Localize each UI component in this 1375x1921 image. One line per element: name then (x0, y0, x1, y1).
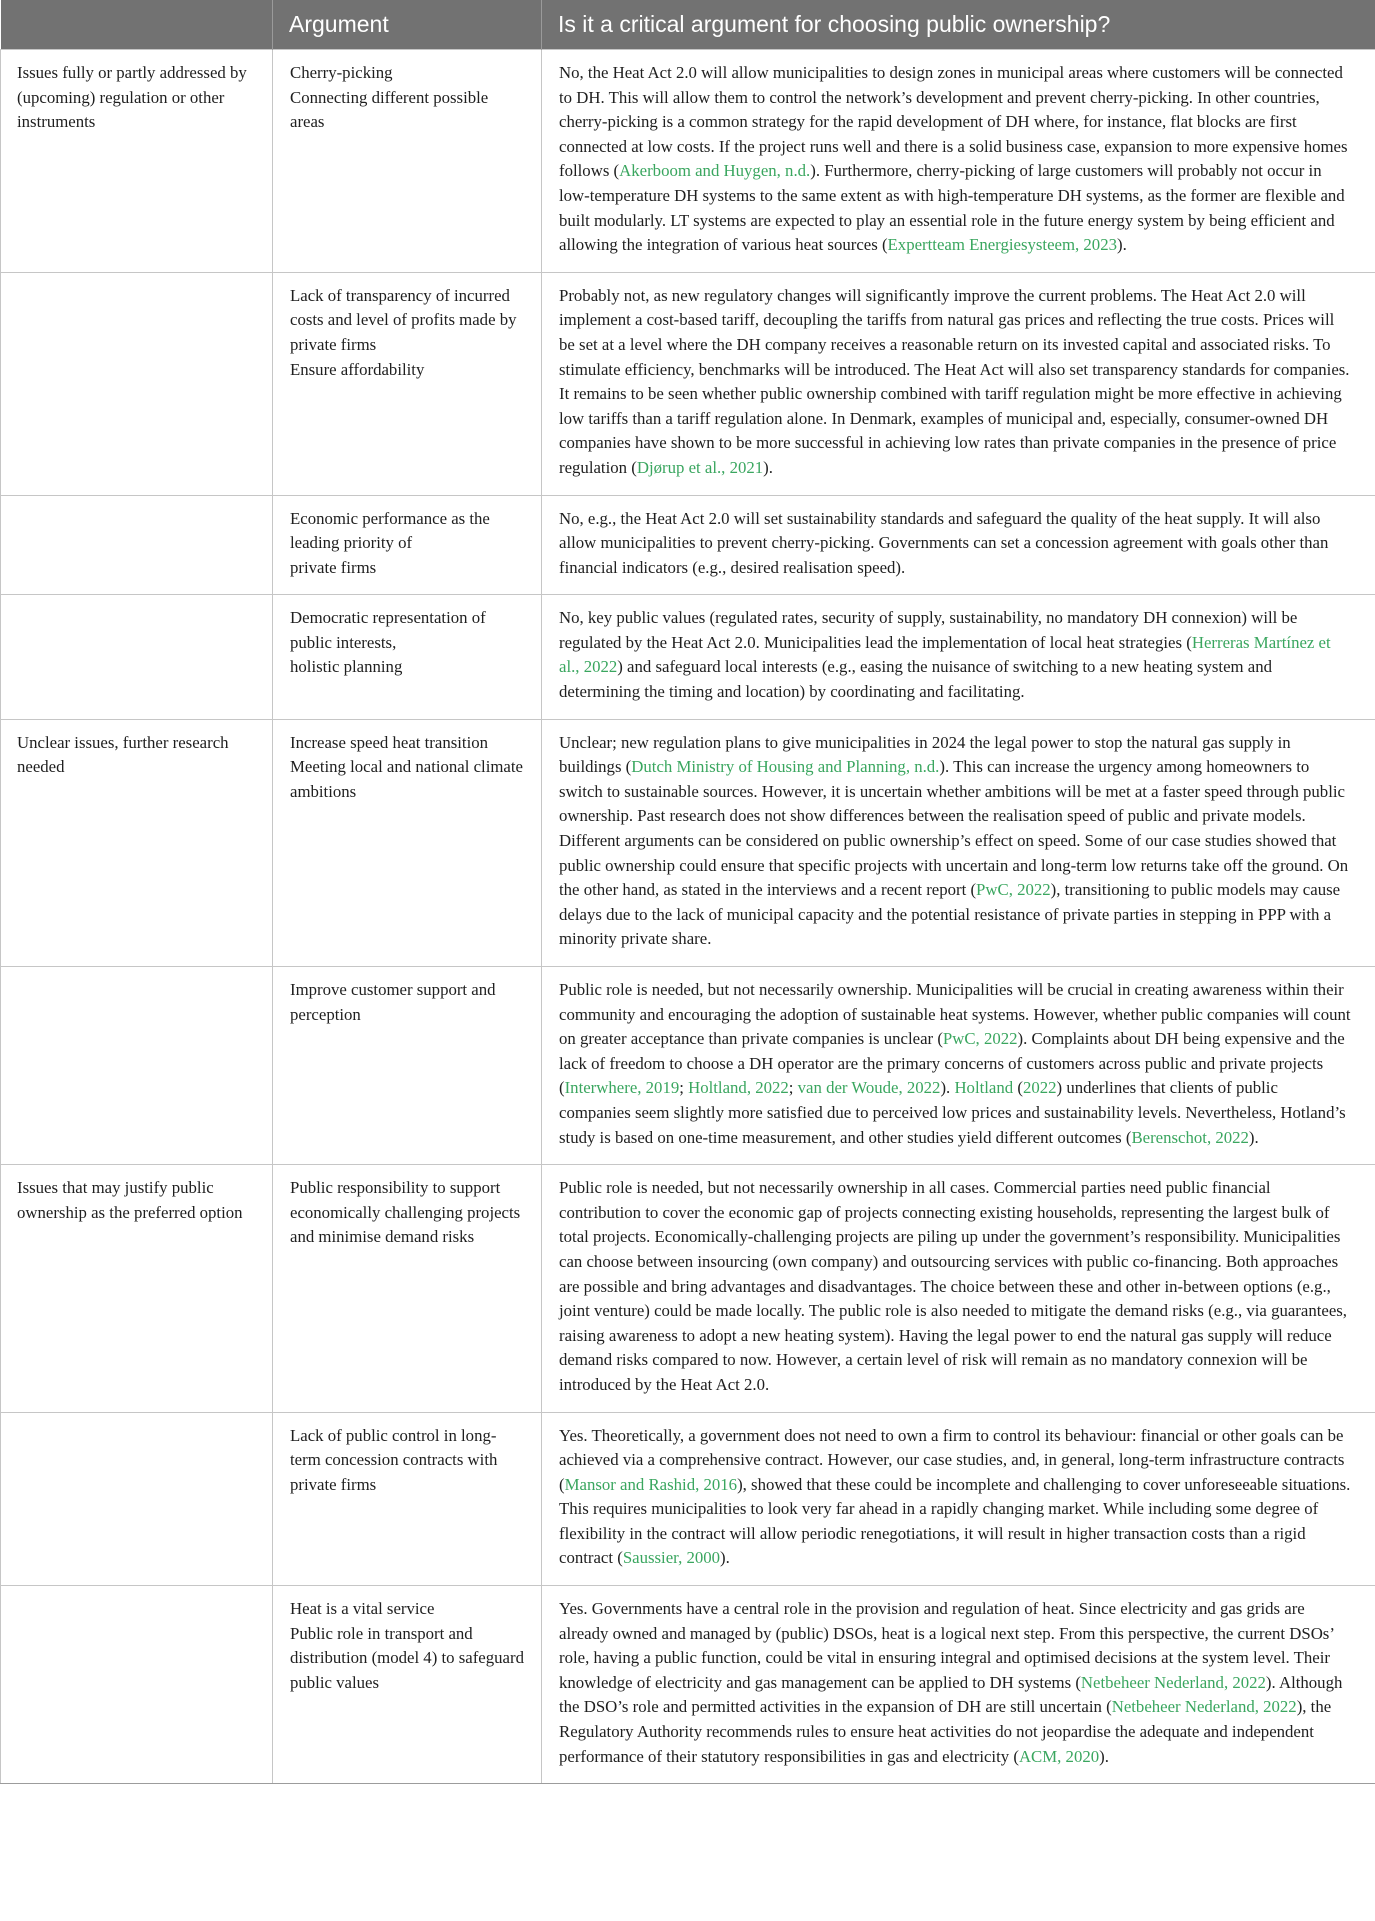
citation-link[interactable]: 2022 (1022, 1078, 1057, 1098)
assessment-text: Yes. Theoretically, a government does not need to own a firm to control its behaviour: financial or other goals can be achieved via a comprehensive contract. However, our case studies, and, in general, long-term infrastructure contracts ( (559, 1425, 1345, 1494)
citation-link[interactable]: PwC, 2022 (976, 880, 1051, 900)
assessment-text: ; (788, 1078, 798, 1098)
table-header (1, 0, 1375, 50)
citation-link[interactable]: Netbeheer Nederland, 2022 (1111, 1697, 1297, 1717)
assessment-text: Unclear; new regulation plans to give municipalities in 2024 the legal power to stop the natural gas supply in buildings ( (559, 732, 1291, 777)
assessment-text: Probably not, as new regulatory changes will significantly improve the current problems. The Heat Act 2.0 will implement a cost-based tariff, decoupling the tariffs from natural gas prices and reflecting the true costs. Prices will be set at a level where the DH company receives a reasonable return on its invested capital and associated risks. To stimulate efficiency, benchmarks will be introduced. The Heat Act will also set transparency standards for companies. It remains to be seen whether public ownership combined with tariff regulation might be more effective in achieving low tariffs than a tariff regulation alone. In Denmark, examples of municipal and, especially, consumer-owned DH companies have shown to be more successful in achieving low rates than private companies in the presence of price regulation ( (559, 285, 1350, 477)
category-cell (1, 1412, 273, 1586)
assessment-text: ), showed that these could be incomplete and challenging to cover unforeseeable situations. This requires municipalities to look very far ahead in a rapidly changing market. While including some degree of flexibility in the contract will allow periodic renegotiations, it will result in higher transaction costs than a rigid contract ( (559, 1474, 1351, 1568)
citation-link[interactable]: Mansor and Rashid, 2016 (564, 1474, 738, 1494)
citation-link[interactable]: Holtland (954, 1078, 1014, 1098)
assessment-text: ). Complaints about DH being expensive and the lack of freedom to choose a DH operator are the primary concerns of customers across public and private projects ( (559, 1029, 1345, 1098)
table-row (1, 1586, 1375, 1784)
argument-cell: Lack of transparency of incurred costs and level of profits made by private firms Ensure affordability (273, 272, 542, 495)
assessment-cell (542, 272, 1375, 495)
citation-link[interactable]: Herreras Martínez et al., 2022 (559, 632, 1331, 677)
assessment-text: Yes. Governments have a central role in the provision and regulation of heat. Since electricity and gas grids are already owned and managed by (public) DSOs, heat is a logical next step. From this perspective, the current DSOs’ role, having a public function, could be vital in ensuring integral and optimised decisions at the system level. Their knowledge of electricity and gas management can be applied to DH systems ( (559, 1599, 1334, 1692)
assessment-text: ), the Regulatory Authority recommends rules to ensure heat activities do not jeopardise the adequate and independent performance of their statutory responsibilities in gas and electricity ( (559, 1697, 1332, 1766)
assessment-text: ). This can increase the urgency among homeowners to switch to sustainable sources. However, it is uncertain whether ambitions will be met at a faster speed through public ownership. Past research does not show differences between the realisation speed of public and private models. Different arguments can be considered on public ownership’s effect on speed. Some of our case studies showed that public ownership could ensure that specific projects with uncertain and long-term low returns take off the ground. On the other hand, as stated in the interviews and a recent report ( (559, 757, 1349, 900)
header-row (1, 0, 1375, 50)
citation-link[interactable]: Expertteam Energiesysteem, 2023 (887, 235, 1117, 255)
table-row (1, 1412, 1375, 1586)
table-row (1, 595, 1375, 719)
assessment-cell (542, 1165, 1375, 1412)
table-row (1, 495, 1375, 595)
citation-link[interactable]: van der Woude, 2022 (797, 1078, 941, 1098)
assessment-text: ). (720, 1548, 730, 1568)
citation-link[interactable]: Interwhere, 2019 (564, 1078, 680, 1098)
assessment-text: ). (1248, 1127, 1259, 1147)
citation-link[interactable]: Dutch Ministry of Housing and Planning, n.d. (631, 757, 940, 777)
assessment-text: Public role is needed, but not necessarily ownership. Municipalities will be crucial in creating awareness within their community and encouraging the adoption of sustainable heat systems. However, whether public companies will count on greater acceptance than private companies is unclear ( (559, 980, 1351, 1049)
assessment-text: Public role is needed, but not necessarily ownership in all cases. Commercial parties need public financial contribution to cover the economic gap of projects connecting existing households, representing the largest bulk of total projects. Economically-challenging projects are piling up under the government’s responsibility. Municipalities can choose between insourcing (own company) and outsourcing services with public co-financing. Both approaches are possible and bring advantages and disadvantages. The choice between these and other in-between options (e.g., joint venture) could be made locally. The public role is also needed to mitigate the demand risks (e.g., via guarantees, raising awareness to adopt a new heating system). Having the legal power to end the natural gas supply will reduce demand risks compared to now. However, a certain level of risk will remain as no mandatory connexion will be introduced by the Heat Act 2.0. (559, 1178, 1348, 1394)
assessment-text: No, key public values (regulated rates, security of supply, sustainability, no mandatory DH connexion) will be regulated by the Heat Act 2.0. Municipalities lead the implementation of local heat strategies ( (559, 608, 1298, 652)
assessment-cell (542, 595, 1375, 719)
assessment-text: ). (940, 1078, 955, 1098)
assessment-text: No, e.g., the Heat Act 2.0 will set sustainability standards and safeguard the quality of the heat supply. It will also allow municipalities to prevent cherry-picking. Governments can set a concession agreement with goals other than financial indicators (e.g., desired realisation speed). (559, 508, 1329, 577)
category-cell: Unclear issues, further research needed (1, 719, 273, 966)
header-category (1, 0, 273, 50)
header-critical: Is it a critical argument for choosing public ownership? (542, 0, 1375, 50)
argument-cell: Public responsibility to support economically challenging projects and minimise demand risks (273, 1165, 542, 1412)
argument-cell: Economic performance as the leading priority of private firms (273, 495, 542, 595)
table-row (1, 50, 1375, 273)
assessment-text: ). (1099, 1746, 1109, 1766)
assessment-cell (542, 50, 1375, 273)
citation-link[interactable]: Berenschot, 2022 (1131, 1127, 1249, 1147)
assessment-text: ) underlines that clients of public companies seem slightly more satisfied due to perceived low prices and sustainability levels. Nevertheless, Hotland’s study is based on one-time measurement, and other studies yield different outcomes ( (559, 1078, 1346, 1147)
assessment-text: ; (679, 1078, 689, 1098)
assessment-text: ). Although the DSO’s role and permitted activities in the expansion of DH are still uncertain ( (559, 1672, 1343, 1717)
header-argument: Argument (273, 0, 542, 50)
category-cell: Issues fully or partly addressed by (upcoming) regulation or other instruments (1, 50, 273, 273)
table-row (1, 1165, 1375, 1412)
citation-link[interactable]: Holtland, 2022 (688, 1078, 789, 1098)
category-cell (1, 595, 273, 719)
citation-link[interactable]: PwC, 2022 (942, 1029, 1018, 1049)
table-row (1, 967, 1375, 1165)
argument-cell: Democratic representation of public interests, holistic planning (273, 595, 542, 719)
argument-cell: Increase speed heat transition Meeting local and national climate ambitions (273, 719, 542, 966)
citation-link[interactable]: Netbeheer Nederland, 2022 (1080, 1672, 1266, 1692)
category-cell: Issues that may justify public ownership as the preferred option (1, 1165, 273, 1412)
argument-cell: Heat is a vital service Public role in transport and distribution (model 4) to safeguard public values (273, 1586, 542, 1784)
assessment-cell (542, 495, 1375, 595)
category-cell (1, 1586, 273, 1784)
assessment-text: ). Furthermore, cherry-picking of large customers will probably not occur in low-temperature DH systems to the same extent as with high-temperature DH systems, as the former are flexible and built modularly. LT systems are expected to play an essential role in the future energy system by being efficient and allowing the integration of various heat sources ( (559, 161, 1345, 255)
assessment-text: ), transitioning to public models may cause delays due to the lack of municipal capacity and the potential resistance of private parties in stepping in PPP with a minority private share. (559, 880, 1341, 949)
table-row (1, 719, 1375, 966)
assessment-text: ( (1013, 1078, 1023, 1098)
assessment-cell (542, 967, 1375, 1165)
citation-link[interactable]: Saussier, 2000 (622, 1548, 721, 1568)
assessment-cell (542, 1412, 1375, 1586)
assessment-text: ). (763, 457, 773, 477)
citation-link[interactable]: ACM, 2020 (1018, 1746, 1100, 1766)
argument-cell: Improve customer support and perception (273, 967, 542, 1165)
assessment-text: ). (1116, 235, 1127, 255)
table-row (1, 272, 1375, 495)
argument-cell: Cherry-picking Connecting different possible areas (273, 50, 542, 273)
citation-link[interactable]: Djørup et al., 2021 (636, 457, 764, 477)
category-cell (1, 495, 273, 595)
category-cell (1, 967, 273, 1165)
category-cell (1, 272, 273, 495)
assessment-text: No, the Heat Act 2.0 will allow municipalities to design zones in municipal areas where customers will be connected to DH. This will allow them to control the network’s development and prevent cherry-picking. In other countries, cherry-picking is a common strategy for the rapid development of DH where, for instance, flat blocks are first connected at low costs. If the project runs well and there is a solid business case, expansion to more expensive homes follows ( (559, 63, 1348, 181)
argument-cell: Lack of public control in long-term concession contracts with private firms (273, 1412, 542, 1586)
citation-link[interactable]: Akerboom and Huygen, n.d. (619, 161, 811, 181)
assessment-cell (542, 719, 1375, 966)
assessment-cell (542, 1586, 1375, 1784)
assessment-text: ) and safeguard local interests (e.g., easing the nuisance of switching to a new heating system and determining the timing and location) by coordinating and facilitating. (559, 657, 1272, 702)
table-body (1, 50, 1375, 1784)
